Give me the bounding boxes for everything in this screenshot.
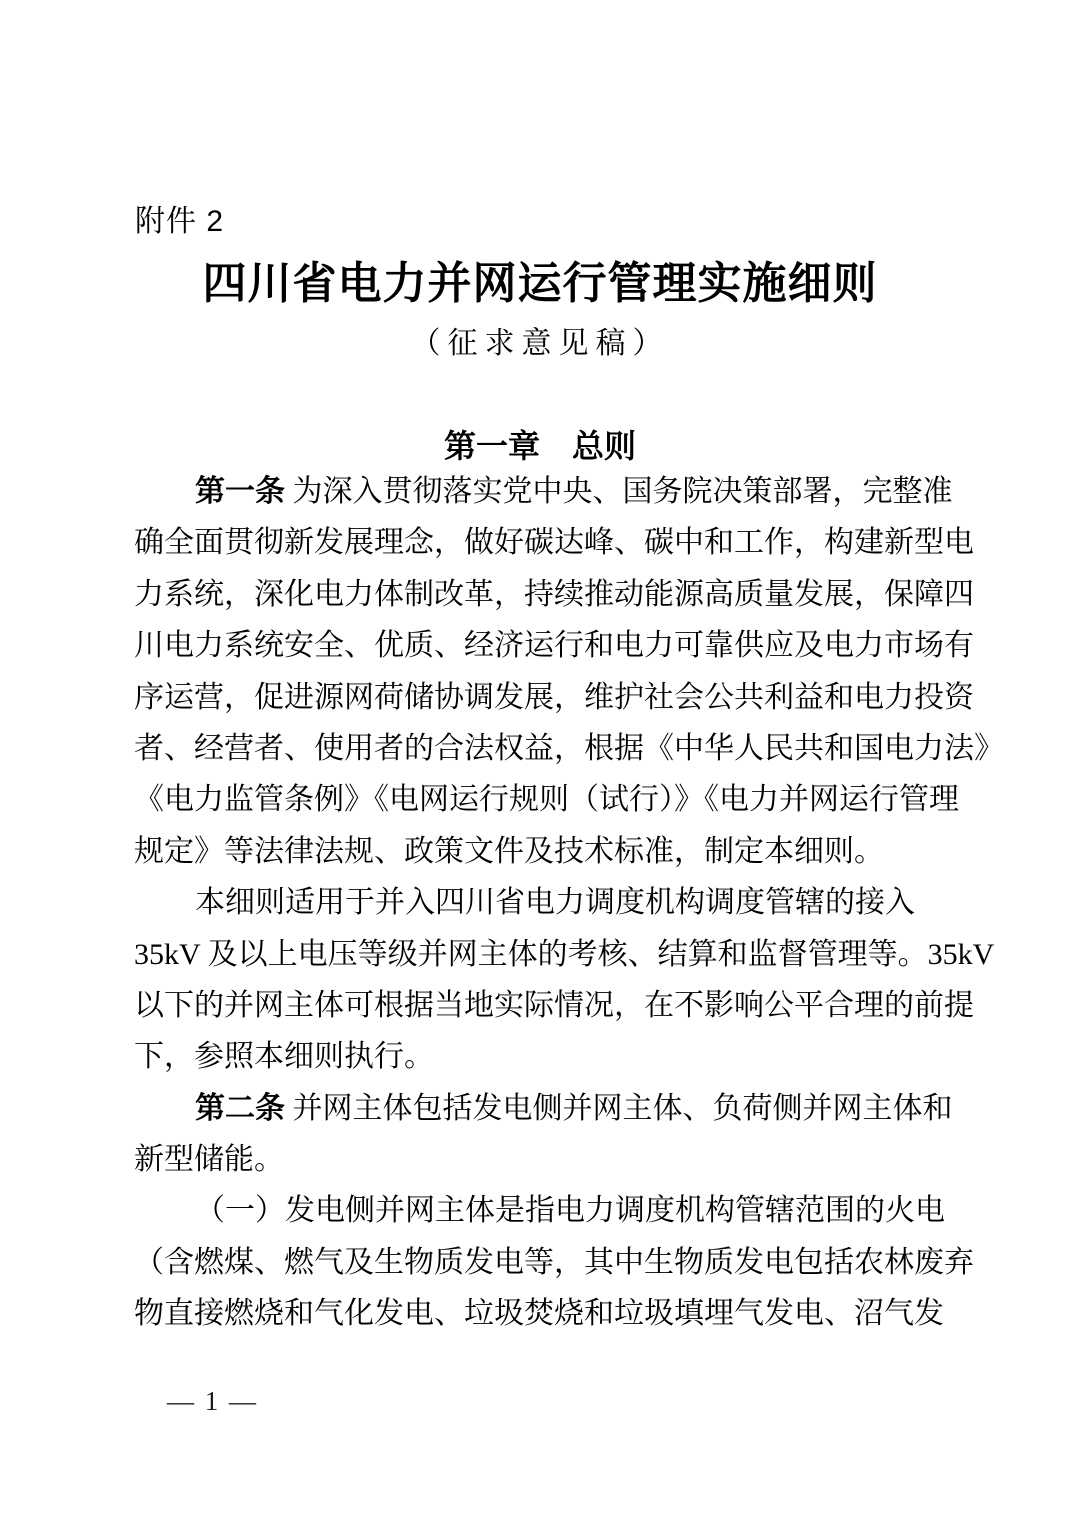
body-line — [134, 723, 1004, 774]
body-line — [134, 929, 995, 980]
body-line-text: 新型储能。 — [134, 1143, 284, 1177]
body-line-text: （一）发电侧并网主体是指电力调度机构管辖范围的火电 — [195, 1194, 945, 1228]
body-line-text: 并网主体包括发电侧并网主体、负荷侧并网主体和 — [285, 1091, 953, 1125]
article-number: 第二条 — [195, 1091, 285, 1125]
body-line — [134, 1083, 953, 1134]
body-line — [134, 569, 974, 620]
body-line — [134, 774, 959, 825]
body-line — [134, 466, 953, 517]
body-line-text: 川电力系统安全、优质、经济运行和电力可靠供应及电力市场有 — [134, 629, 974, 663]
body-line — [134, 672, 974, 723]
article-number: 第一条 — [195, 475, 285, 508]
body-line — [134, 1288, 950, 1339]
body-line — [134, 1237, 974, 1288]
body-line — [134, 826, 950, 877]
body-line — [134, 980, 974, 1031]
body-line-text: 《电力监管条例》《电网运行规则（试行）》《电力并网运行管理 — [134, 783, 959, 817]
body-line-text: 规定》等法律法规、政策文件及技术标准，制定本细则。 — [134, 834, 884, 868]
body-line — [134, 1185, 950, 1236]
body-line — [134, 877, 950, 928]
document-title: 四川省电力并网运行管理实施细则 — [202, 259, 878, 308]
body-line-text: 者、经营者、使用者的合法权益，根据《中华人民共和国电力法》 — [134, 731, 1004, 765]
body-line-text: （含燃煤、燃气及生物质发电等，其中生物质发电包括农林废弃 — [134, 1245, 974, 1279]
attachment-label: 附件 2 — [135, 205, 225, 238]
body-line-text: 本细则适用于并入四川省电力调度机构调度管辖的接入 — [195, 886, 915, 920]
body-line-text: 序运营，促进源网荷储协调发展，维护社会公共利益和电力投资 — [134, 680, 974, 714]
body-line-text: 力系统，深化电力体制改革，持续推动能源高质量发展，保障四 — [134, 577, 974, 611]
body-text — [134, 466, 1004, 1340]
chapter-heading: 第一章 总则 — [443, 428, 636, 464]
document-subtitle: （征求意见稿） — [410, 327, 670, 360]
body-line-text: 确全面贯彻新发展理念，做好碳达峰、碳中和工作，构建新型电 — [134, 526, 974, 560]
body-line-text: 物直接燃烧和气化发电、垃圾焚烧和垃圾填埋气发电、沼气发 — [134, 1297, 944, 1331]
body-line-text: 下，参照本细则执行。 — [134, 1040, 434, 1074]
body-line — [134, 1031, 950, 1082]
body-line-text: 为深入贯彻落实党中央、国务院决策部署，完整准 — [285, 475, 953, 508]
body-line-text: 以下的并网主体可根据当地实际情况，在不影响公平合理的前提 — [134, 988, 974, 1022]
body-line — [134, 620, 974, 671]
body-line — [134, 1134, 950, 1185]
body-line-text: 35kV 及以上电压等级并网主体的考核、结算和监督管理等。35kV — [134, 937, 995, 971]
page-number: — 1 — — [167, 1386, 258, 1416]
body-line — [134, 517, 974, 568]
